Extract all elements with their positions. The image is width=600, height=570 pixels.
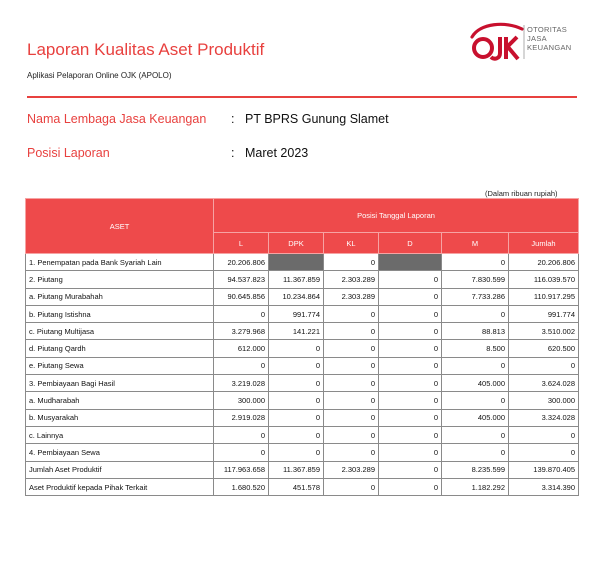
value-cell: 3.624.028 (509, 375, 579, 392)
value-cell: 20.206.806 (509, 254, 579, 271)
row-label: d. Piutang Qardh (26, 340, 214, 357)
row-label: c. Lainnya (26, 426, 214, 443)
value-cell: 117.963.658 (214, 461, 269, 478)
value-cell: 300.000 (509, 392, 579, 409)
value-cell: 0 (379, 357, 442, 374)
row-label: 4. Pembiayaan Sewa (26, 444, 214, 461)
field-label-posisi: Posisi Laporan (27, 146, 110, 160)
table-row (26, 271, 579, 288)
value-cell: 0 (324, 254, 379, 271)
value-cell: 20.206.806 (214, 254, 269, 271)
value-cell: 7.733.286 (442, 288, 509, 305)
value-cell: 451.578 (269, 478, 324, 495)
header-aset: ASET (26, 199, 214, 254)
value-cell: 0 (324, 444, 379, 461)
page-subtitle: Aplikasi Pelaporan Online OJK (APOLO) (27, 71, 172, 80)
value-cell: 0 (269, 409, 324, 426)
value-cell: 88.813 (442, 323, 509, 340)
value-cell: 2.919.028 (214, 409, 269, 426)
value-cell: 0 (509, 426, 579, 443)
header-posisi: Posisi Tanggal Laporan (214, 199, 579, 233)
value-cell: 0 (214, 426, 269, 443)
header-col-m: M (442, 233, 509, 254)
value-cell: 1.680.520 (214, 478, 269, 495)
value-cell: 110.917.295 (509, 288, 579, 305)
header-col-kl: KL (324, 233, 379, 254)
row-label: c. Piutang Multijasa (26, 323, 214, 340)
value-cell: 8.500 (442, 340, 509, 357)
row-label: Jumlah Aset Produktif (26, 461, 214, 478)
value-cell: 0 (324, 323, 379, 340)
table-row (26, 478, 579, 495)
asset-quality-table (25, 198, 579, 496)
value-cell: 0 (442, 426, 509, 443)
empty-gray-cell (269, 254, 324, 271)
logo-line: KEUANGAN (527, 43, 572, 52)
value-cell: 0 (269, 375, 324, 392)
table-row (26, 340, 579, 357)
value-cell: 0 (214, 305, 269, 322)
value-cell: 0 (379, 426, 442, 443)
row-label: b. Musyarakah (26, 409, 214, 426)
value-cell: 0 (509, 444, 579, 461)
table-row (26, 323, 579, 340)
field-colon: : (231, 146, 235, 160)
value-cell: 0 (442, 392, 509, 409)
value-cell: 0 (269, 426, 324, 443)
row-label: 3. Pembiayaan Bagi Hasil (26, 375, 214, 392)
value-cell: 0 (324, 392, 379, 409)
row-label: a. Piutang Murabahah (26, 288, 214, 305)
value-cell: 141.221 (269, 323, 324, 340)
value-cell: 11.367.859 (269, 271, 324, 288)
row-label: Aset Produktif kepada Pihak Terkait (26, 478, 214, 495)
value-cell: 0 (379, 478, 442, 495)
table-row (26, 444, 579, 461)
value-cell: 0 (379, 392, 442, 409)
value-cell: 0 (324, 305, 379, 322)
value-cell: 0 (379, 323, 442, 340)
value-cell: 90.645.856 (214, 288, 269, 305)
row-label: b. Piutang Istishna (26, 305, 214, 322)
value-cell: 0 (324, 340, 379, 357)
value-cell: 405.000 (442, 409, 509, 426)
value-cell: 0 (442, 444, 509, 461)
page-title: Laporan Kualitas Aset Produktif (27, 40, 265, 59)
value-cell: 7.830.599 (442, 271, 509, 288)
value-cell: 0 (269, 444, 324, 461)
logo-line: JASA (527, 34, 547, 43)
row-label: e. Piutang Sewa (26, 357, 214, 374)
value-cell: 0 (214, 357, 269, 374)
value-cell: 0 (214, 444, 269, 461)
value-cell: 620.500 (509, 340, 579, 357)
row-label: 2. Piutang (26, 271, 214, 288)
value-cell: 3.324.028 (509, 409, 579, 426)
value-cell: 300.000 (214, 392, 269, 409)
header-col-l: L (214, 233, 269, 254)
value-cell: 2.303.289 (324, 288, 379, 305)
value-cell: 10.234.864 (269, 288, 324, 305)
logo-line: OTORITAS (527, 25, 568, 34)
logo-text (527, 25, 572, 52)
value-cell: 139.870.405 (509, 461, 579, 478)
header-col-jumlah: Jumlah (509, 233, 579, 254)
header-col-d: D (379, 233, 442, 254)
table-row (26, 461, 579, 478)
value-cell: 0 (379, 461, 442, 478)
value-cell: 0 (379, 271, 442, 288)
value-cell: 116.039.570 (509, 271, 579, 288)
value-cell: 0 (324, 357, 379, 374)
table-row (26, 288, 579, 305)
value-cell: 0 (379, 444, 442, 461)
value-cell: 3.314.390 (509, 478, 579, 495)
header-col-dpk: DPK (269, 233, 324, 254)
value-cell: 0 (379, 340, 442, 357)
value-cell: 0 (509, 357, 579, 374)
value-cell: 0 (324, 426, 379, 443)
table-row (26, 409, 579, 426)
field-value-posisi: Maret 2023 (245, 146, 309, 160)
value-cell: 405.000 (442, 375, 509, 392)
header-divider (27, 96, 577, 98)
value-cell: 1.182.292 (442, 478, 509, 495)
row-label: a. Mudharabah (26, 392, 214, 409)
table-row (26, 375, 579, 392)
value-cell: 0 (324, 375, 379, 392)
value-cell: 0 (379, 409, 442, 426)
value-cell: 612.000 (214, 340, 269, 357)
value-cell: 0 (379, 288, 442, 305)
value-cell: 0 (269, 340, 324, 357)
value-cell: 3.279.968 (214, 323, 269, 340)
value-cell: 0 (324, 409, 379, 426)
empty-gray-cell (379, 254, 442, 271)
value-cell: 3.219.028 (214, 375, 269, 392)
table-row (26, 357, 579, 374)
value-cell: 991.774 (509, 305, 579, 322)
value-cell: 8.235.599 (442, 461, 509, 478)
table-body (26, 254, 579, 496)
value-cell: 0 (269, 392, 324, 409)
value-cell: 94.537.823 (214, 271, 269, 288)
value-cell: 2.303.289 (324, 271, 379, 288)
value-cell: 0 (379, 375, 442, 392)
value-cell: 0 (442, 357, 509, 374)
table-row (26, 392, 579, 409)
row-label: 1. Penempatan pada Bank Syariah Lain (26, 254, 214, 271)
value-cell: 0 (324, 478, 379, 495)
value-cell: 0 (442, 305, 509, 322)
field-value-lembaga: PT BPRS Gunung Slamet (245, 112, 389, 126)
value-cell: 3.510.002 (509, 323, 579, 340)
field-colon: : (231, 112, 235, 126)
field-label-lembaga: Nama Lembaga Jasa Keuangan (27, 112, 207, 126)
unit-note: (Dalam ribuan rupiah) (485, 189, 558, 198)
value-cell: 0 (442, 254, 509, 271)
table-row (26, 254, 579, 271)
value-cell: 0 (379, 305, 442, 322)
value-cell: 2.303.289 (324, 461, 379, 478)
table-row (26, 305, 579, 322)
value-cell: 11.367.859 (269, 461, 324, 478)
value-cell: 0 (269, 357, 324, 374)
value-cell: 991.774 (269, 305, 324, 322)
table-row (26, 426, 579, 443)
